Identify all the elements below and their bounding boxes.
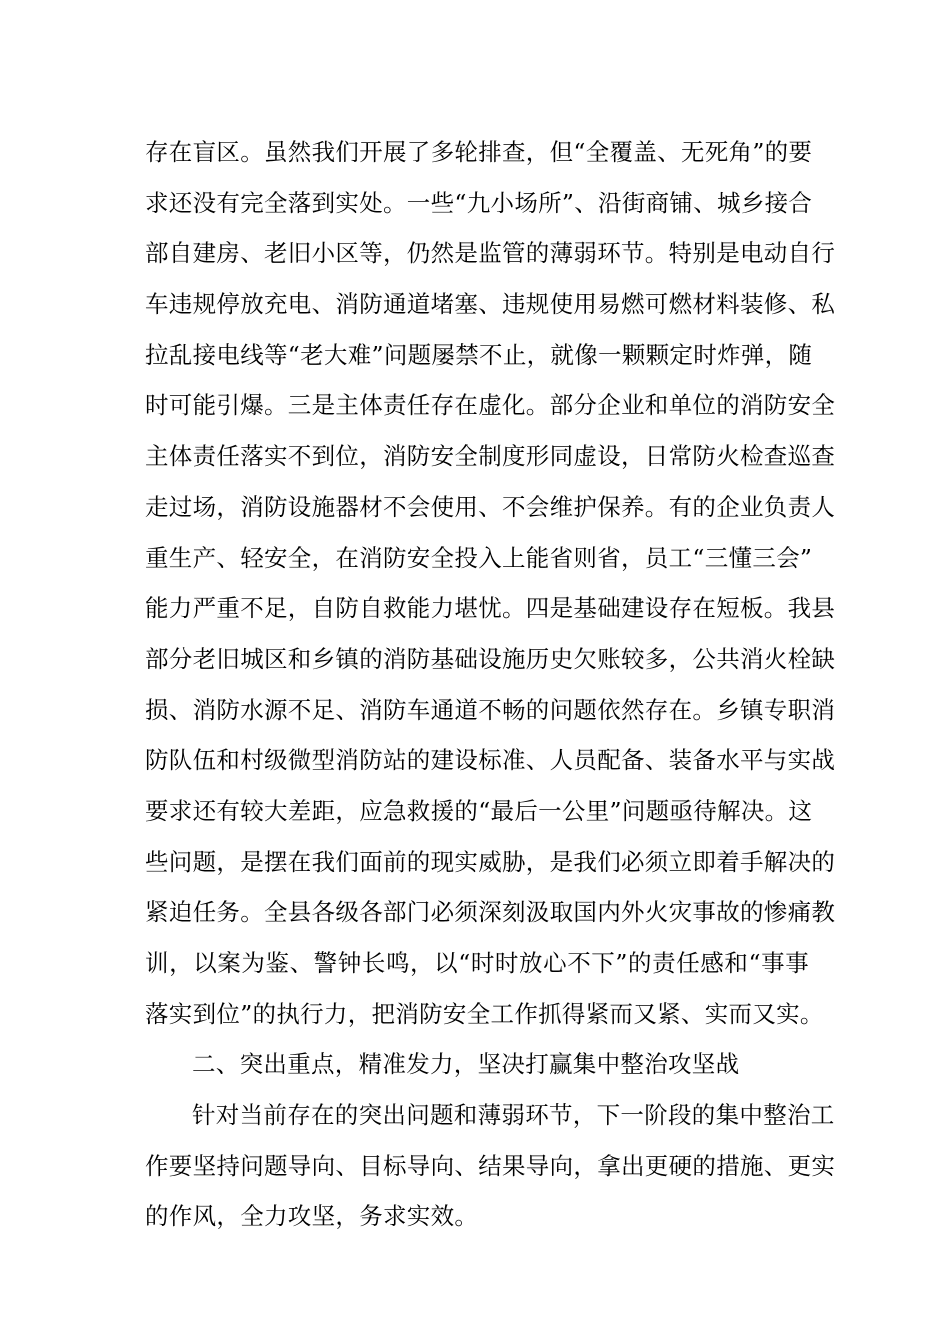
paragraph-line: 主体责任落实不到位，消防安全制度形同虚设，日常防火检查巡查 [145,442,836,471]
paragraph-line: 部分老旧城区和乡镇的消防基础设施历史欠账较多，公共消火栓缺 [145,644,836,673]
paragraph-line: 重生产、轻安全，在消防安全投入上能省则省，员工“三懂三会” [145,543,813,572]
section-heading-block [145,1039,809,1090]
paragraph-line: 的作风，全力攻坚，务求实效。 [145,1202,479,1231]
paragraph-line: 作要坚持问题导向、目标导向、结果导向，拿出更硬的措施、更实 [145,1151,836,1180]
paragraph-line: 求还没有完全落到实处。一些“九小场所”、沿街商铺、城乡接合 [145,188,813,217]
paragraph-line: 紧迫任务。全县各级各部门必须深刻汲取国内外火灾事故的惨痛教 [145,898,836,927]
paragraph-line: 拉乱接电线等“老大难”问题屡禁不止，就像一颗颗定时炸弹，随 [145,340,813,369]
paragraph-line: 防队伍和村级微型消防站的建设标准、人员配备、装备水平与实战 [145,746,836,775]
paragraph-line: 车违规停放充电、消防通道堵塞、违规使用易燃可燃材料装修、私 [145,290,836,319]
paragraph-line: 存在盲区。虽然我们开展了多轮排查，但“全覆盖、无死角”的要 [145,138,813,166]
paragraph-line: 时可能引爆。三是主体责任存在虚化。部分企业和单位的消防安全 [145,391,836,420]
paragraph-line: 落实到位”的执行力，把消防安全工作抓得紧而又紧、实而又实。 [145,999,824,1028]
paragraph-problems [145,127,836,1039]
paragraph-next-phase [145,1090,836,1242]
paragraph-line: 能力严重不足，自防自救能力堪忧。四是基础建设存在短板。我县 [145,594,836,623]
paragraph-line: 损、消防水源不足、消防车通道不畅的问题依然存在。乡镇专职消 [145,695,836,724]
paragraph-line: 要求还有较大差距，应急救援的“最后一公里”问题亟待解决。这 [145,796,813,825]
paragraph-line: 针对当前存在的突出问题和薄弱环节，下一阶段的集中整治工 [192,1101,835,1129]
paragraph-line: 走过场，消防设施器材不会使用、不会维护保养。有的企业负责人 [145,492,836,521]
paragraph-line: 部自建房、老旧小区等，仍然是监管的薄弱环节。特别是电动自行 [145,239,836,268]
paragraph-line: 些问题，是摆在我们面前的现实威胁，是我们必须立即着手解决的 [145,847,836,876]
section-heading: 二、突出重点，精准发力，坚决打赢集中整治攻坚战 [192,1050,740,1078]
paragraph-line: 训，以案为鉴、警钟长鸣，以“时时放心不下”的责任感和“事事 [145,949,809,977]
